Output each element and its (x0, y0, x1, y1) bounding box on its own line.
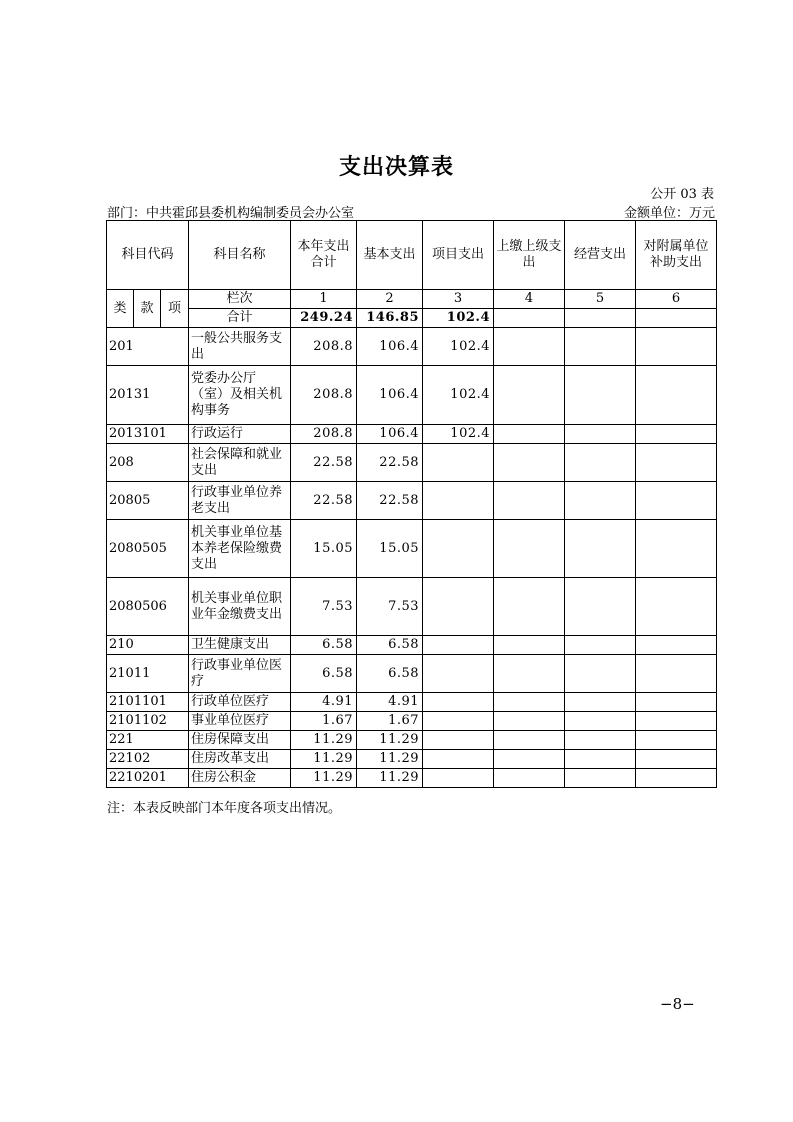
row-upper (494, 520, 565, 578)
row-subsidiary (636, 328, 717, 366)
row-total: 1.67 (291, 712, 357, 731)
row-code: 22102 (107, 750, 189, 769)
row-subsidiary (636, 731, 717, 750)
row-name: 党委办公厅（室）及相关机构事务 (189, 366, 291, 425)
row-code: 2080505 (107, 520, 189, 578)
col-number: 2 (357, 290, 423, 309)
row-project (423, 769, 494, 788)
row-code: 210 (107, 636, 189, 655)
row-project (423, 655, 494, 693)
row-total: 22.58 (291, 482, 357, 520)
row-subsidiary (636, 482, 717, 520)
row-total: 11.29 (291, 769, 357, 788)
row-total: 11.29 (291, 731, 357, 750)
row-total: 4.91 (291, 693, 357, 712)
row-project (423, 520, 494, 578)
row-code: 208 (107, 444, 189, 482)
row-operating (565, 769, 636, 788)
page-title: 支出决算表 (338, 155, 454, 180)
row-operating (565, 731, 636, 750)
row-operating (565, 482, 636, 520)
row-upper (494, 731, 565, 750)
row-code: 221 (107, 731, 189, 750)
row-operating (565, 328, 636, 366)
row-project: 102.4 (423, 366, 494, 425)
row-code: 201 (107, 328, 189, 366)
row-basic: 11.29 (357, 731, 423, 750)
table-row (107, 693, 717, 712)
row-subsidiary (636, 750, 717, 769)
row-upper (494, 482, 565, 520)
table-row (107, 769, 717, 788)
row-upper (494, 578, 565, 636)
row-code: 20131 (107, 366, 189, 425)
row-subsidiary (636, 769, 717, 788)
expenditure-table (106, 220, 717, 788)
row-operating (565, 366, 636, 425)
col-number: 5 (565, 290, 636, 309)
header-lanci: 栏次 (189, 290, 291, 309)
row-subsidiary (636, 425, 717, 444)
row-subsidiary (636, 444, 717, 482)
form-number: 公开 03 表 (650, 187, 714, 202)
row-code: 2210201 (107, 769, 189, 788)
row-operating (565, 578, 636, 636)
row-subsidiary (636, 712, 717, 731)
row-upper (494, 750, 565, 769)
totals-project: 102.4 (423, 309, 494, 328)
totals-total: 249.24 (291, 309, 357, 328)
row-basic: 106.4 (357, 366, 423, 425)
header-lei: 类 (107, 290, 134, 328)
row-project: 102.4 (423, 328, 494, 366)
row-name: 住房保障支出 (189, 731, 291, 750)
row-subsidiary (636, 578, 717, 636)
row-name: 行政事业单位医疗 (189, 655, 291, 693)
row-upper (494, 693, 565, 712)
table-row (107, 328, 717, 366)
header-operating: 经营支出 (565, 221, 636, 290)
row-subsidiary (636, 366, 717, 425)
row-total: 6.58 (291, 636, 357, 655)
row-total: 11.29 (291, 750, 357, 769)
row-subsidiary (636, 655, 717, 693)
table-row (107, 520, 717, 578)
row-project: 102.4 (423, 425, 494, 444)
row-operating (565, 636, 636, 655)
row-name: 事业单位医疗 (189, 712, 291, 731)
row-total: 208.8 (291, 366, 357, 425)
row-operating (565, 425, 636, 444)
row-name: 行政运行 (189, 425, 291, 444)
row-basic: 22.58 (357, 482, 423, 520)
row-basic: 11.29 (357, 750, 423, 769)
row-total: 208.8 (291, 425, 357, 444)
col-number: 4 (494, 290, 565, 309)
row-basic: 7.53 (357, 578, 423, 636)
header-row (107, 221, 717, 290)
row-basic: 22.58 (357, 444, 423, 482)
header-project: 项目支出 (423, 221, 494, 290)
row-operating (565, 693, 636, 712)
row-upper (494, 366, 565, 425)
row-upper (494, 655, 565, 693)
row-project (423, 444, 494, 482)
table-row (107, 366, 717, 425)
header-subsidiary: 对附属单位补助支出 (636, 221, 717, 290)
row-subsidiary (636, 636, 717, 655)
row-name: 机关事业单位基本养老保险缴费支出 (189, 520, 291, 578)
row-name: 行政事业单位养老支出 (189, 482, 291, 520)
row-project (423, 712, 494, 731)
totals-label: 合计 (189, 309, 291, 328)
row-code: 21011 (107, 655, 189, 693)
row-total: 22.58 (291, 444, 357, 482)
row-upper (494, 769, 565, 788)
header-basic: 基本支出 (357, 221, 423, 290)
row-basic: 106.4 (357, 425, 423, 444)
row-project (423, 693, 494, 712)
row-name: 住房改革支出 (189, 750, 291, 769)
row-total: 208.8 (291, 328, 357, 366)
table-row (107, 482, 717, 520)
header-xiang: 项 (161, 290, 189, 328)
row-code: 2080506 (107, 578, 189, 636)
header-upper: 上缴上级支出 (494, 221, 565, 290)
row-basic: 106.4 (357, 328, 423, 366)
row-subsidiary (636, 520, 717, 578)
col-number: 1 (291, 290, 357, 309)
row-project (423, 636, 494, 655)
row-code: 2013101 (107, 425, 189, 444)
row-name: 社会保障和就业支出 (189, 444, 291, 482)
totals-basic: 146.85 (357, 309, 423, 328)
row-upper (494, 328, 565, 366)
header-name: 科目名称 (189, 221, 291, 290)
table-row (107, 655, 717, 693)
row-total: 7.53 (291, 578, 357, 636)
row-basic: 1.67 (357, 712, 423, 731)
row-name: 卫生健康支出 (189, 636, 291, 655)
table-row (107, 578, 717, 636)
row-name: 机关事业单位职业年金缴费支出 (189, 578, 291, 636)
row-code: 2101101 (107, 693, 189, 712)
row-operating (565, 750, 636, 769)
row-code: 20805 (107, 482, 189, 520)
col-number: 3 (423, 290, 494, 309)
table-row (107, 750, 717, 769)
unit-label: 金额单位：万元 (623, 206, 715, 221)
row-basic: 11.29 (357, 769, 423, 788)
row-subsidiary (636, 693, 717, 712)
row-basic: 6.58 (357, 636, 423, 655)
row-operating (565, 444, 636, 482)
header-code: 科目代码 (107, 221, 189, 290)
table-row (107, 444, 717, 482)
row-operating (565, 712, 636, 731)
row-total: 6.58 (291, 655, 357, 693)
col-number: 6 (636, 290, 717, 309)
header-kuan: 款 (134, 290, 161, 328)
row-basic: 15.05 (357, 520, 423, 578)
row-project (423, 750, 494, 769)
row-code: 2101102 (107, 712, 189, 731)
page-number: −8− (660, 995, 695, 1013)
row-upper (494, 444, 565, 482)
table-row (107, 731, 717, 750)
table-row (107, 712, 717, 731)
header-total: 本年支出合计 (291, 221, 357, 290)
row-upper (494, 712, 565, 731)
row-operating (565, 655, 636, 693)
table-row (107, 425, 717, 444)
row-project (423, 578, 494, 636)
row-name: 住房公积金 (189, 769, 291, 788)
row-name: 行政单位医疗 (189, 693, 291, 712)
row-operating (565, 520, 636, 578)
row-project (423, 731, 494, 750)
row-upper (494, 636, 565, 655)
row-upper (494, 425, 565, 444)
table-row (107, 636, 717, 655)
row-basic: 6.58 (357, 655, 423, 693)
department-label: 部门：中共霍邱县委机构编制委员会办公室 (107, 206, 355, 221)
row-basic: 4.91 (357, 693, 423, 712)
table-note: 注：本表反映部门本年度各项支出情况。 (107, 801, 342, 816)
column-number-row (107, 290, 717, 309)
row-name: 一般公共服务支出 (189, 328, 291, 366)
row-total: 15.05 (291, 520, 357, 578)
row-project (423, 482, 494, 520)
totals-row (107, 309, 717, 328)
